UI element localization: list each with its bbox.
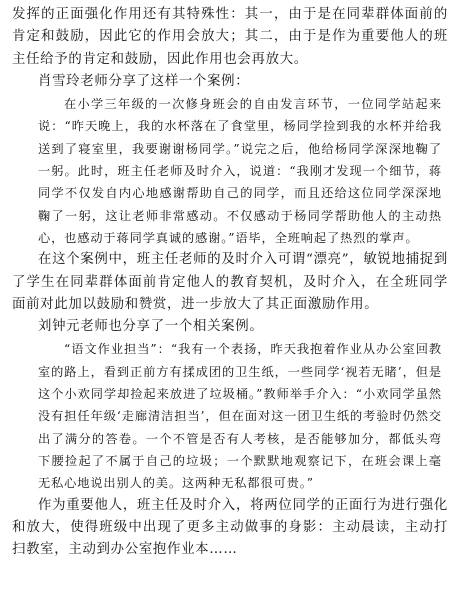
paragraph-case1-analysis: 在这个案例中，班主任老师的及时介入可谓“漂亮”，敏锐地捕捉到了学生在同辈群体面前肯定他人的教育契机，及时介入，在全班同学面前对此加以鼓励和赞赏，进一步放大了其正面激励作用。 — [12, 252, 448, 312]
paragraph-intro: 发挥的正面强化作用还有其特殊性：其一，由于是在同辈群体面前的肯定和鼓励，因此它的作用会放大；其二，由于是作为重要他人的班主任给予的肯定和鼓励，因此作用也会再放大。 — [12, 7, 448, 67]
paragraph-case1-intro: 肖雪玲老师分享了这样一个案例： — [38, 73, 250, 89]
case2-quote: “语文作业担当”：“我有一个表扬，昨天我抱着作业从办公室回教室的路上，看到正前方有揉成团的卫生纸，一些同学‘视若无睹’，但是这个小欢同学却捡起来放进了垃圾桶。”教师举手介入：“小欢同学虽然没有担任年级‘走廊清洁担当’，但在面对这一团卫生纸的考验时仍然交出了满分的答卷。一个不管是否有人考核，是否能够加分，都低头弯下腰捡起了不属于自己的垃圾；一个默默地观察记下，在班会课上毫无私心地说出别人的美。这两种无私都很可贵。” — [38, 342, 442, 491]
paragraph-conclusion: 作为重要他人，班主任及时介入，将两位同学的正面行为进行强化和放大，使得班级中出现了更多主动做事的身影：主动晨读，主动打扫教室，主动到办公室抱作业本…… — [12, 497, 448, 558]
paragraph-case2-intro: 刘钟元老师也分享了一个相关案例。 — [38, 319, 264, 335]
case1-quote: 在小学三年级的一次修身班会的自由发言环节，一位同学站起来说：“昨天晚上，我的水杯落在了食堂里，杨同学捡到我的水杯并给我送到了寝室里，我要谢谢杨同学。”说完之后，他给杨同学深深地鞠了一躬。此时，班主任老师及时介入，说道：“我刚才发现一个细节，蒋同学不仅发自内心地感谢帮助自己的同学，而且还给这位同学深深地鞠了一躬，这让老师非常感动。不仅感动于杨同学帮助他人的主动热心，也感动于蒋同学真诚的感谢。”语毕，全班响起了热烈的掌声。 — [38, 97, 442, 245]
